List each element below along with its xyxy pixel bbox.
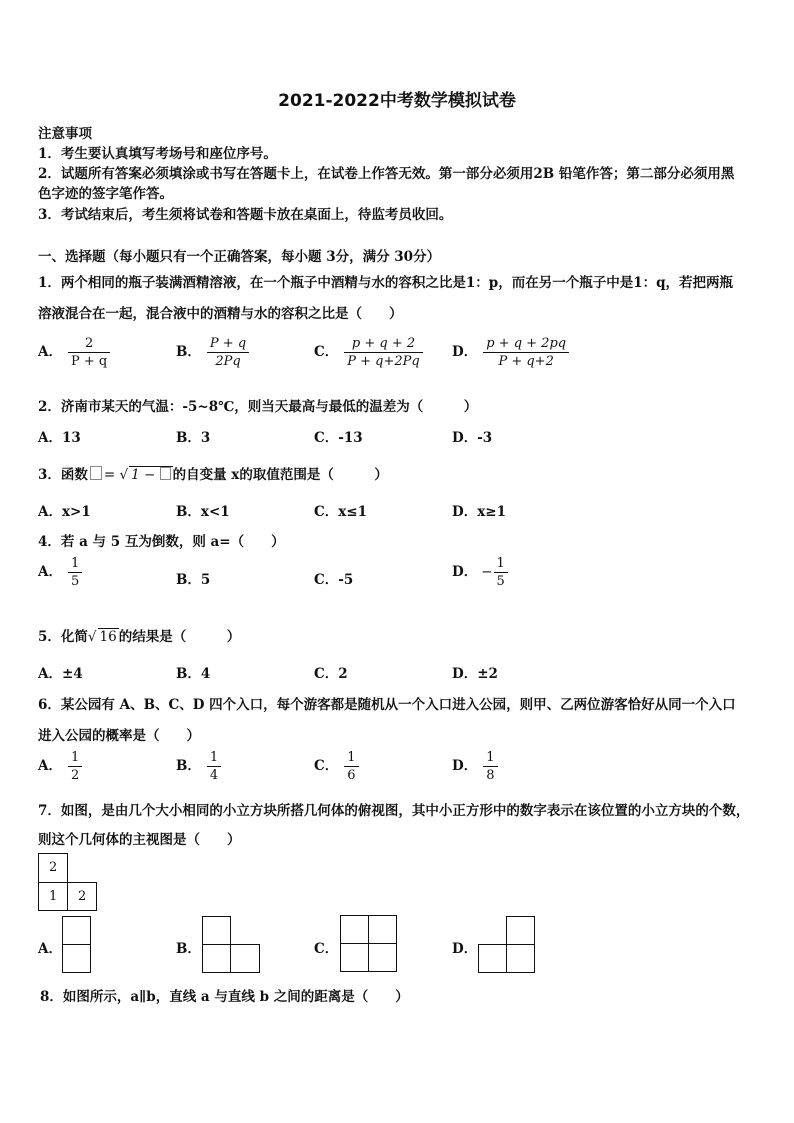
- fraction: [68, 336, 110, 369]
- denominator: 6: [347, 768, 356, 783]
- denominator: 4: [209, 768, 219, 783]
- denominator: 8: [486, 768, 495, 783]
- q4-option-c: C．-5: [314, 572, 354, 588]
- q2-option-d: D．-3: [452, 430, 493, 446]
- q1-stem-line2: 溶液混合在一起，混合液中的酒精与水的容积之比是（ ）: [38, 306, 403, 322]
- q1-stem-line1: 1．两个相同的瓶子装满酒精溶液，在一个瓶子中酒精与水的容积之比是1：p，而在另一个瓶子中是1：q，若把两瓶: [38, 275, 734, 291]
- q1-option-c: [314, 336, 423, 369]
- q5-stem-part-a: 5．化简: [38, 629, 88, 645]
- denominator: P + q+2: [498, 354, 554, 369]
- q4-option-b: B．5: [176, 572, 211, 588]
- option-label: D．: [452, 758, 478, 774]
- fraction: [68, 750, 82, 783]
- numerator: P + q: [207, 336, 249, 353]
- q7-option-c-label: C．: [314, 941, 339, 957]
- q1-option-b: [176, 336, 249, 369]
- q3-option-b: B．x<1: [176, 504, 230, 520]
- q7-option-d-label: D．: [452, 941, 478, 957]
- denominator: 2: [70, 768, 80, 783]
- option-label: A．: [38, 564, 62, 580]
- q6-option-b: [176, 750, 221, 783]
- numerator: p + q + 2: [344, 336, 422, 353]
- numerator: 1: [68, 556, 82, 573]
- front-view-square: [62, 916, 91, 945]
- grid-number: 2: [78, 889, 87, 904]
- numerator: 2: [68, 336, 110, 353]
- numerator: 1: [483, 750, 497, 767]
- q5-option-c: C．2: [314, 666, 348, 682]
- front-view-square: [506, 916, 535, 945]
- q3-stem-part-b: 的自变量 x的取值范围是（ ）: [172, 467, 388, 483]
- q6-stem-line2: 进入公园的概率是（ ）: [38, 728, 200, 744]
- q3-option-a: A．x>1: [38, 504, 91, 520]
- q7-stem-line1: 7．如图，是由几个大小相同的小立方块所搭几何体的俯视图，其中小正方形中的数字表示在该位置的小立方块的个数，: [38, 803, 750, 819]
- notice-heading: 注意事项: [38, 126, 92, 142]
- q4-option-a: [38, 556, 82, 589]
- front-view-square: [202, 916, 231, 945]
- q8-stem: 8．如图所示，a∥b，直线 a 与直线 b 之间的距离是（ ）: [40, 989, 409, 1005]
- denominator: 5: [70, 574, 80, 589]
- q2-option-b: B．3: [176, 430, 211, 446]
- front-view-square: [368, 915, 397, 944]
- q5-stem-part-b: 的结果是（ ）: [118, 629, 241, 645]
- denominator: P + q+2Pq: [347, 354, 420, 369]
- fraction: [68, 556, 82, 589]
- numerator: 1: [207, 750, 221, 767]
- notice-item-2-cont: 色字迹的签字笔作答。: [38, 186, 173, 202]
- option-label: D．: [452, 344, 478, 360]
- q7-option-b-label: B．: [176, 941, 201, 957]
- q3-option-c: C．x≤1: [314, 504, 367, 520]
- fraction: [494, 556, 508, 589]
- q1-option-a: [38, 336, 110, 369]
- fraction: [207, 750, 221, 783]
- fraction: [483, 750, 497, 783]
- fraction: [483, 336, 569, 369]
- q2-stem: 2．济南市某天的气温：-5~8℃，则当天最高与最低的温差为（ ）: [38, 399, 478, 415]
- notice-item-1: 1．考生要认真填写考场号和座位序号。: [38, 146, 277, 162]
- fraction: [207, 336, 249, 369]
- fraction: [344, 750, 358, 783]
- option-label: D．: [452, 564, 478, 580]
- front-view-square: [340, 943, 369, 972]
- q4-option-d: [452, 556, 508, 589]
- q2-option-a: A．13: [38, 430, 81, 446]
- q7-stem-line2: 则这个几何体的主视图是（ ）: [38, 832, 241, 848]
- front-view-square: [368, 943, 397, 972]
- missing-glyph-box: [160, 467, 171, 480]
- option-label: B．: [176, 344, 201, 360]
- minus-sign: −: [481, 564, 493, 580]
- q5-option-b: B．4: [176, 666, 211, 682]
- option-label: C．: [314, 758, 339, 774]
- section-heading: 一、选择题（每小题只有一个正确答案，每小题 3分，满分 30分）: [38, 249, 441, 265]
- missing-glyph-box: [90, 466, 102, 480]
- q7-option-a-label: A．: [38, 941, 62, 957]
- fraction: [344, 336, 422, 369]
- q3-radicand-text: 1 −: [131, 467, 160, 483]
- q5-option-a: A．±4: [38, 666, 83, 682]
- q3-equals: =: [103, 467, 120, 483]
- q6-option-a: [38, 750, 82, 783]
- front-view-square: [202, 944, 231, 973]
- grid-number: 2: [49, 860, 58, 875]
- q6-option-d: [452, 750, 498, 783]
- front-view-square: [506, 944, 535, 973]
- q6-stem-line1: 6．某公园有 A、B、C、D 四个入口，每个游客都是随机从一个入口进入公园，则甲、乙两位游客恰好从同一个入口: [38, 697, 736, 713]
- option-label: A．: [38, 758, 62, 774]
- q3-radicand: [129, 466, 172, 483]
- q5-option-d: D．±2: [452, 666, 498, 682]
- front-view-square: [340, 915, 369, 944]
- grid-number: 1: [49, 889, 58, 904]
- page-title: 2021-2022中考数学模拟试卷: [278, 91, 516, 111]
- front-view-square: [62, 944, 91, 973]
- q3-stem: 3．函数 = √ 1 − 的自变量 x的取值范围是（ ）: [38, 467, 388, 483]
- q5-stem: 5．化简√ 16 的结果是（ ）: [38, 629, 241, 645]
- option-label: B．: [176, 758, 201, 774]
- q3-option-d: D．x≥1: [452, 504, 506, 520]
- q6-option-c: [314, 750, 359, 783]
- q4-stem: 4．若 a 与 5 互为倒数，则 a=（ ）: [38, 534, 285, 550]
- notice-item-3: 3．考试结束后，考生须将试卷和答题卡放在桌面上，待监考员收回。: [38, 207, 453, 223]
- numerator: 1: [494, 556, 508, 573]
- numerator: 1: [68, 750, 82, 767]
- notice-item-2: 2．试题所有答案必须填涂或书写在答题卡上，在试卷上作答无效。第一部分必须用2B 铅笔作答；第二部分必须用黑: [38, 166, 735, 182]
- option-label: A．: [38, 344, 62, 360]
- denominator: 5: [496, 574, 505, 589]
- denominator: P + q: [70, 354, 108, 369]
- front-view-square: [230, 944, 260, 973]
- denominator: 2Pq: [215, 354, 241, 369]
- numerator: p + q + 2pq: [483, 336, 569, 353]
- numerator: 1: [344, 750, 358, 767]
- q5-radicand: 16: [99, 629, 117, 645]
- q1-option-d: [452, 336, 569, 369]
- front-view-square: [478, 944, 507, 973]
- q3-stem-part-a: 3．函数: [38, 467, 88, 483]
- q2-option-c: C．-13: [314, 430, 363, 446]
- option-label: C．: [314, 344, 339, 360]
